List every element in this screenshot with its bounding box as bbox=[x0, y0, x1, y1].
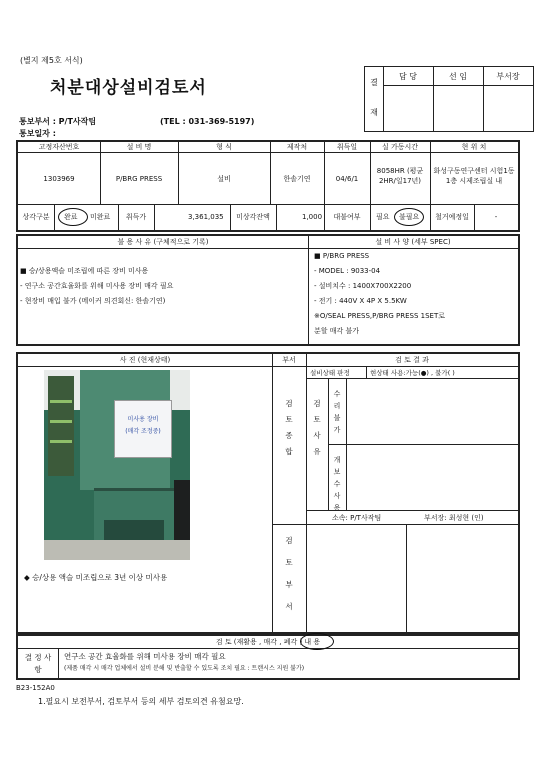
asset-location: 화성구동연구센터 시험1동 1층 시제조립실 내 bbox=[433, 167, 515, 185]
asset-number: 1303969 bbox=[43, 175, 75, 183]
decision-section bbox=[16, 634, 520, 680]
status-label: 설비상태 판정 bbox=[310, 369, 350, 377]
manager-signature: 부서장: 최성현 (인) bbox=[424, 514, 484, 522]
tel: (TEL : 031-369-5197) bbox=[160, 117, 255, 126]
asset-header-maker: 제작처 bbox=[286, 143, 308, 151]
asset-type: 설비 bbox=[217, 175, 231, 183]
disposal-label: 철거예정일 bbox=[435, 213, 469, 221]
repair-impossible-label: 수리불가 bbox=[333, 390, 341, 434]
sign-text-line2: (매각 조정중) bbox=[125, 428, 161, 435]
report-date: 통보일자 : bbox=[19, 129, 56, 138]
approval-header-manager: 부서장 bbox=[496, 72, 520, 81]
asset-acquired: 04/6/1 bbox=[335, 175, 359, 183]
rental-label: 대불여부 bbox=[333, 213, 361, 221]
decision-label: 결 정 사 항 bbox=[24, 653, 52, 674]
decision-line: (제품 매각 시 매각 업체에서 설비 분해 및 반출할 수 있도록 조치 필요 : 트랜시스 지원 불가) bbox=[64, 665, 305, 672]
spec-header: 설 비 사 양 (세부 SPEC) bbox=[375, 238, 451, 246]
decision-line: 연구소 공간 효율화를 위해 미사용 장비 매각 필요 bbox=[64, 652, 226, 661]
disposal-value: - bbox=[494, 213, 498, 221]
spec-line: 분할 매각 불가 bbox=[314, 327, 360, 335]
dept-column-header: 부서 bbox=[282, 356, 296, 364]
remain-label: 미상각잔액 bbox=[236, 213, 270, 221]
reason-line: - 연구소 공간효율화를 위해 미사용 장비 매각 필요 bbox=[20, 282, 174, 290]
selected-oval bbox=[394, 208, 424, 226]
approval-box bbox=[364, 66, 534, 132]
approval-header-senior: 선 임 bbox=[449, 72, 467, 81]
status-value: 현상태 사용:가능(●) , 불가( ) bbox=[370, 369, 455, 377]
spec-line: - MODEL : 9033-04 bbox=[314, 267, 381, 275]
asset-runtime: 8058HR (평균2HR/일17년) bbox=[376, 167, 424, 185]
asset-header-runtime: 실 가동시간 bbox=[381, 143, 419, 151]
reason-line: - 현장비 매입 불가 (메이커 의견회신: 한솔기연) bbox=[20, 297, 166, 305]
approval-label-bottom: 재 bbox=[370, 108, 378, 117]
spec-line: ※O/SEAL PRESS,P/BRG PRESS 1SET로 bbox=[314, 312, 446, 320]
affiliation: 소속: P/T사작팀 bbox=[332, 514, 382, 522]
asset-name: P/BRG PRESS bbox=[115, 175, 163, 183]
spec-line: - 설비치수 : 1400X700X2200 bbox=[314, 282, 412, 290]
photo-header: 사 진 (현재상태) bbox=[119, 356, 171, 364]
review-reason-label: 검토사유 bbox=[313, 399, 321, 456]
selected-oval bbox=[58, 208, 88, 226]
review-dept-label: 검토부서 bbox=[285, 536, 293, 611]
equipment-photo bbox=[44, 370, 190, 560]
depreciation-label: 상각구분 bbox=[22, 213, 50, 221]
reason-spec-section bbox=[16, 234, 520, 346]
acq-value-label: 취득가 bbox=[125, 213, 147, 221]
improve-use-label: 개보수사용 bbox=[333, 456, 341, 512]
asset-header-acquired: 취득일 bbox=[336, 143, 358, 151]
asset-header-number: 고정자산번호 bbox=[38, 143, 80, 151]
remain-value: 1,000 bbox=[302, 213, 323, 221]
depreciation-incomplete: 미완료 bbox=[90, 213, 111, 221]
form-code: (별지 제5호 서식) bbox=[20, 56, 83, 65]
rental-not-required: 불필요 bbox=[399, 213, 420, 221]
photo-review-section bbox=[16, 352, 520, 634]
reason-header: 불 용 사 유 (구체적으로 기록) bbox=[117, 238, 209, 246]
photo-caption: ◆ 승/상용 액슬 미조립으로 3년 이상 미사용 bbox=[24, 573, 168, 582]
report-dept: 통보부서 : P/T사작팀 bbox=[19, 117, 97, 126]
footer-code: B23-152A0 bbox=[16, 684, 55, 692]
review-summary-label: 검토종합 bbox=[285, 399, 293, 456]
asset-header-type: 형 식 bbox=[216, 143, 232, 151]
spec-line: - 전기 : 440V X 4P X 5.5KW bbox=[314, 297, 407, 305]
spec-line: ■ P/BRG PRESS bbox=[314, 252, 370, 260]
decision-header: 검 토 (재활용 , 매각 , 폐각 ) 내 용 bbox=[215, 638, 321, 646]
selected-oval bbox=[300, 633, 334, 650]
reason-line: ■ 승/상용액슬 미조립에 따른 장비 미사용 bbox=[20, 267, 149, 275]
sign-text-line1: 미사용 장비 bbox=[127, 416, 159, 423]
asset-table bbox=[16, 140, 520, 232]
asset-header-name: 설 비 명 bbox=[126, 143, 152, 151]
approval-label-top: 결 bbox=[370, 78, 378, 87]
depreciation-complete: 완료 bbox=[64, 213, 78, 221]
asset-maker: 한솔기연 bbox=[283, 175, 311, 183]
notice-sign bbox=[114, 400, 172, 458]
rental-required: 필요 bbox=[376, 213, 390, 221]
approval-header-staff: 담 당 bbox=[399, 72, 417, 81]
review-header: 검 토 결 과 bbox=[395, 356, 429, 364]
note: 1.필요시 보전부서, 검토부서 등의 세부 검토의견 유첨요망. bbox=[38, 697, 244, 706]
asset-header-location: 현 위 치 bbox=[461, 143, 487, 151]
page-title: 처분대상설비검토서 bbox=[50, 78, 207, 98]
acq-value: 3,361,035 bbox=[188, 213, 224, 221]
